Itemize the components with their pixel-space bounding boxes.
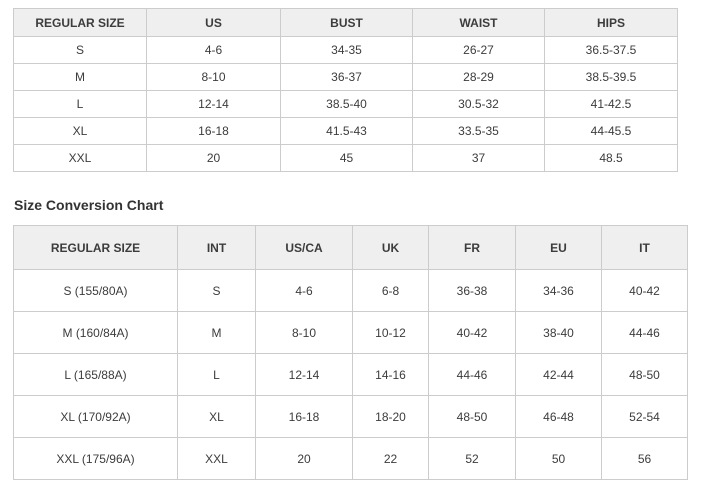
table-cell: 44-45.5 — [545, 118, 678, 145]
section-title: Size Conversion Chart — [14, 197, 164, 213]
column-header: INT — [178, 226, 256, 270]
table-row — [14, 270, 688, 312]
table-cell: 14-16 — [353, 354, 429, 396]
table-cell: 44-46 — [429, 354, 516, 396]
table-cell: L — [14, 91, 147, 118]
table-cell: 4-6 — [147, 37, 281, 64]
table-cell: 48.5 — [545, 145, 678, 172]
table-cell: 16-18 — [147, 118, 281, 145]
table-cell: 38.5-40 — [281, 91, 413, 118]
column-header: REGULAR SIZE — [14, 226, 178, 270]
table-cell: 6-8 — [353, 270, 429, 312]
table-cell: 12-14 — [256, 354, 353, 396]
table-cell: 12-14 — [147, 91, 281, 118]
table-cell: XXL (175/96A) — [14, 438, 178, 480]
table-cell: 18-20 — [353, 396, 429, 438]
table-cell: 8-10 — [256, 312, 353, 354]
table-cell: S — [178, 270, 256, 312]
column-header: REGULAR SIZE — [14, 9, 147, 37]
table-cell: 20 — [147, 145, 281, 172]
table-cell: 50 — [516, 438, 602, 480]
table-cell: 37 — [413, 145, 545, 172]
table-cell: 4-6 — [256, 270, 353, 312]
table-cell: 40-42 — [429, 312, 516, 354]
table-row — [14, 145, 678, 172]
column-header: HIPS — [545, 9, 678, 37]
table-cell: XXL — [14, 145, 147, 172]
table-row — [14, 118, 678, 145]
table-cell: 36.5-37.5 — [545, 37, 678, 64]
table-cell: 48-50 — [429, 396, 516, 438]
table-cell: M (160/84A) — [14, 312, 178, 354]
table-cell: 16-18 — [256, 396, 353, 438]
table-cell: 28-29 — [413, 64, 545, 91]
table-cell: 38.5-39.5 — [545, 64, 678, 91]
table-cell: S (155/80A) — [14, 270, 178, 312]
table-cell: 46-48 — [516, 396, 602, 438]
column-header: US/CA — [256, 226, 353, 270]
table-cell: 34-36 — [516, 270, 602, 312]
table-cell: 52-54 — [602, 396, 688, 438]
table-cell: 30.5-32 — [413, 91, 545, 118]
table-cell: 10-12 — [353, 312, 429, 354]
table-cell: 22 — [353, 438, 429, 480]
table-row — [14, 91, 678, 118]
column-header: BUST — [281, 9, 413, 37]
table-cell: L — [178, 354, 256, 396]
table-cell: XL (170/92A) — [14, 396, 178, 438]
table-cell: 26-27 — [413, 37, 545, 64]
size-measurements-table — [13, 8, 678, 172]
header-row — [14, 9, 678, 37]
size-conversion-table — [13, 225, 688, 480]
table-cell: XL — [178, 396, 256, 438]
column-header: FR — [429, 226, 516, 270]
table-cell: 52 — [429, 438, 516, 480]
column-header: WAIST — [413, 9, 545, 37]
table-cell: 41.5-43 — [281, 118, 413, 145]
table-cell: XXL — [178, 438, 256, 480]
table-cell: 45 — [281, 145, 413, 172]
table-row — [14, 312, 688, 354]
table-cell: 20 — [256, 438, 353, 480]
column-header: US — [147, 9, 281, 37]
table-cell: 48-50 — [602, 354, 688, 396]
table-row — [14, 64, 678, 91]
column-header: EU — [516, 226, 602, 270]
table-cell: 40-42 — [602, 270, 688, 312]
table-cell: 36-37 — [281, 64, 413, 91]
table-cell: 8-10 — [147, 64, 281, 91]
table-cell: 42-44 — [516, 354, 602, 396]
table-row — [14, 396, 688, 438]
table-cell: 56 — [602, 438, 688, 480]
table-cell: S — [14, 37, 147, 64]
table-cell: M — [178, 312, 256, 354]
table-cell: 33.5-35 — [413, 118, 545, 145]
column-header: UK — [353, 226, 429, 270]
table-cell: M — [14, 64, 147, 91]
table-cell: 38-40 — [516, 312, 602, 354]
table-row — [14, 37, 678, 64]
column-header: IT — [602, 226, 688, 270]
table-cell: L (165/88A) — [14, 354, 178, 396]
header-row — [14, 226, 688, 270]
table-cell: XL — [14, 118, 147, 145]
table-row — [14, 438, 688, 480]
table-row — [14, 354, 688, 396]
table-cell: 41-42.5 — [545, 91, 678, 118]
table-cell: 34-35 — [281, 37, 413, 64]
table-cell: 36-38 — [429, 270, 516, 312]
table-cell: 44-46 — [602, 312, 688, 354]
